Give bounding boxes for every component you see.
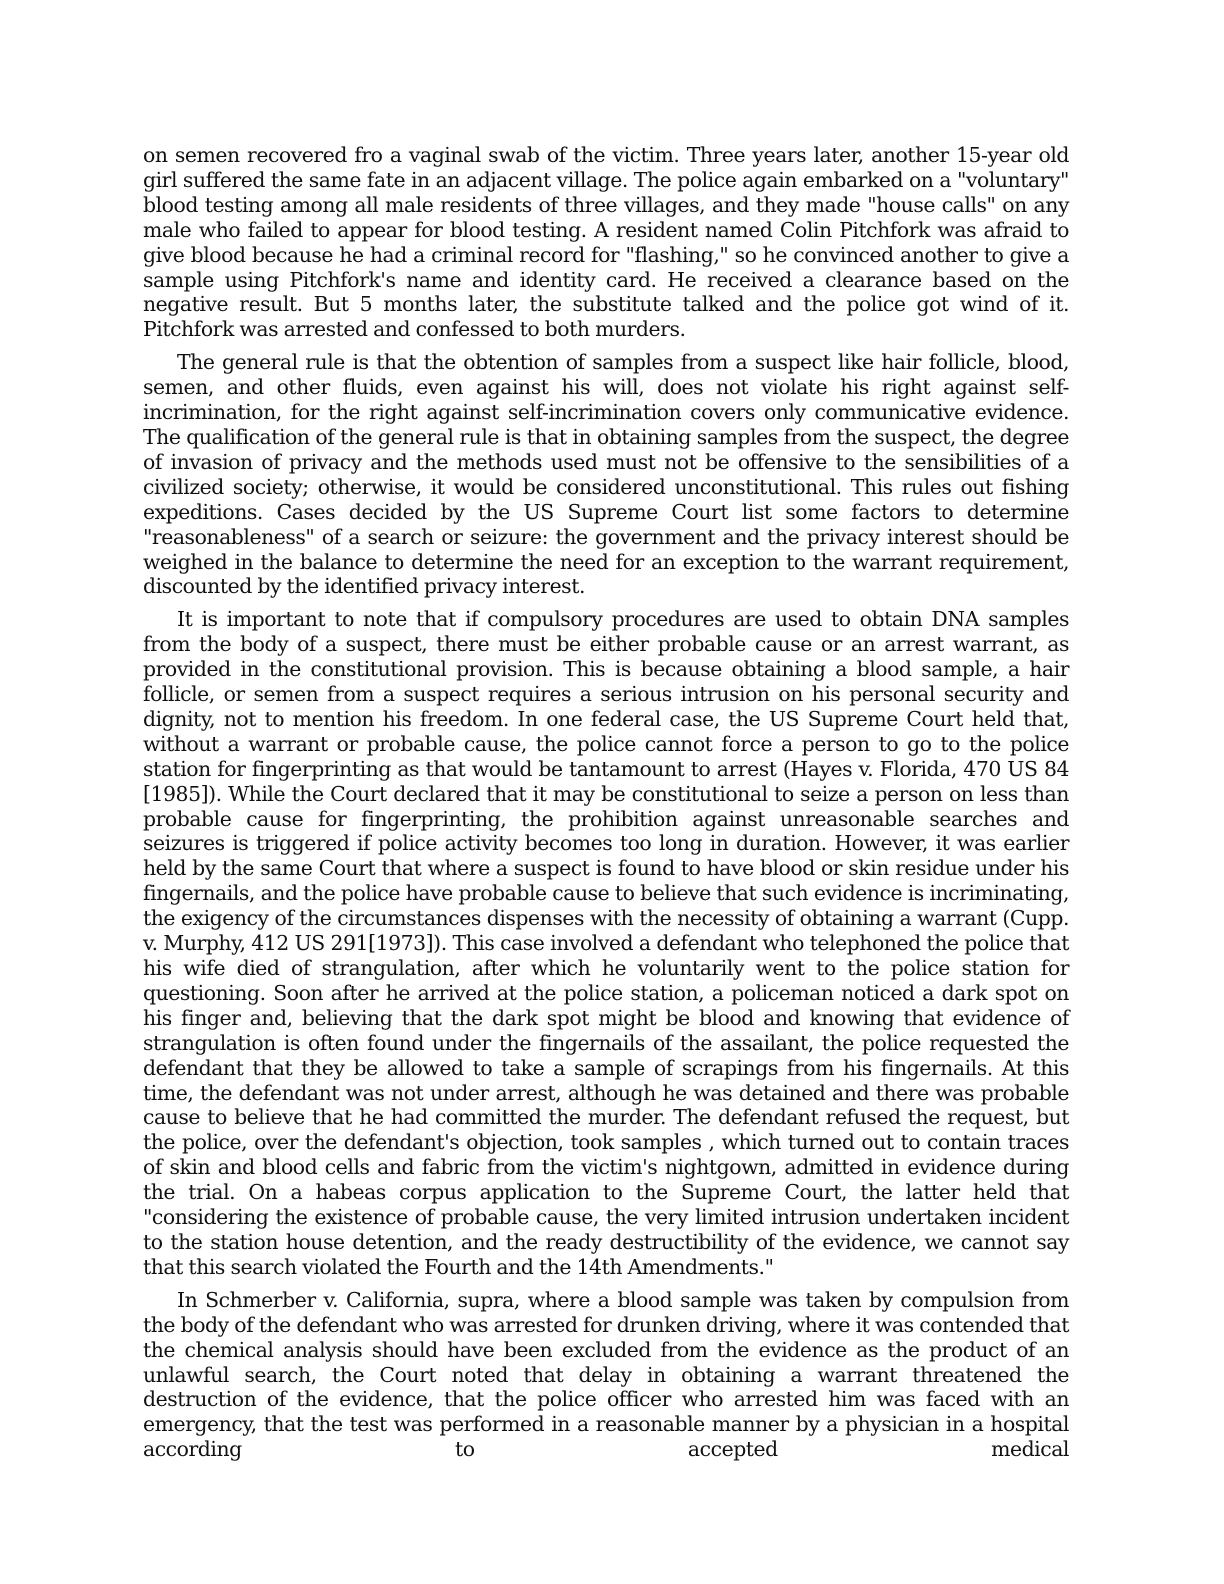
paragraph-continuation: on semen recovered fro a vaginal swab of the victim. Three years later, another 15-year old girl suffered the same fate in an adjacent village. The police again embarked on a "voluntary" blood testing among all male residents of three villages, and they made "house calls" on any male who failed to appear for blood testing. A resident named Colin Pitchfork was afraid to give blood because he had a criminal record for "flashing," so he convinced another to give a sample using Pitchfork's name and identity card. He received a clearance based on the negative result. But 5 months later, the substitute talked and the police got wind of it. Pitchfork was arrested and confessed to both murders. — [143, 143, 1069, 342]
document-page — [143, 143, 1069, 1470]
paragraph-compulsory-procedures: It is important to note that if compulsory procedures are used to obtain DNA samples from the body of a suspect, there must be either probable cause or an arrest warrant, as provided in the constitutional provision. This is because obtaining a blood sample, a hair follicle, or semen from a suspect requires a serious intrusion on his personal security and dignity, not to mention his freedom. In one federal case, the US Supreme Court held that, without a warrant or probable cause, the police cannot force a person to go to the police station for fingerprinting as that would be tantamount to arrest (Hayes v. Florida, 470 US 84 [1985]). While the Court declared that it may be constitutional to seize a person on less than probable cause for fingerprinting, the prohibition against unreasonable searches and seizures is triggered if police activity becomes too long in duration. However, it was earlier held by the same Court that where a suspect is found to have blood or skin residue under his fingernails, and the police have probable cause to believe that such evidence is incriminating, the exigency of the circumstances dispenses with the necessity of obtaining a warrant (Cupp. v. Murphy, 412 US 291[1973]). This case involved a defendant who telephoned the police that his wife died of strangulation, after which he voluntarily went to the police station for questioning. Soon after he arrived at the police station, a policeman noticed a dark spot on his finger and, believing that the dark spot might be blood and knowing that evidence of strangulation is often found under the fingernails of the assailant, the police requested the defendant that they be allowed to take a sample of scrapings from his fingernails. At this time, the defendant was not under arrest, although he was detained and there was probable cause to believe that he had committed the murder. The defendant refused the request, but the police, over the defendant's objection, took samples , which turned out to contain traces of skin and blood cells and fabric from the victim's nightgown, admitted in evidence during the trial. On a habeas corpus application to the Supreme Court, the latter held that "considering the existence of probable cause, the very limited intrusion undertaken incident to the station house detention, and the ready destructibility of the evidence, we cannot say that this search violated the Fourth and the 14th Amendments." — [143, 607, 1069, 1279]
paragraph-general-rule: The general rule is that the obtention of samples from a suspect like hair follicle, blood, semen, and other fluids, even against his will, does not violate his right against self-incrimination, for the right against self-incrimination covers only communicative evidence. The qualification of the general rule is that in obtaining samples from the suspect, the degree of invasion of privacy and the methods used must not be offensive to the sensibilities of a civilized society; otherwise, it would be considered unconstitutional. This rules out fishing expeditions. Cases decided by the US Supreme Court list some factors to determine "reasonableness" of a search or seizure: the government and the privacy interest should be weighed in the balance to determine the need for an exception to the warrant requirement, discounted by the identified privacy interest. — [143, 350, 1069, 599]
paragraph-schmerber: In Schmerber v. California, supra, where a blood sample was taken by compulsion from the body of the defendant who was arrested for drunken driving, where it was contended that the chemical analysis should have been excluded from the evidence as the product of an unlawful search, the Court noted that delay in obtaining a warrant threatened the destruction of the evidence, that the police officer who arrested him was faced with an emergency, that the test was performed in a reasonable manner by a physician in a hospital according to accepted medical — [143, 1287, 1069, 1462]
